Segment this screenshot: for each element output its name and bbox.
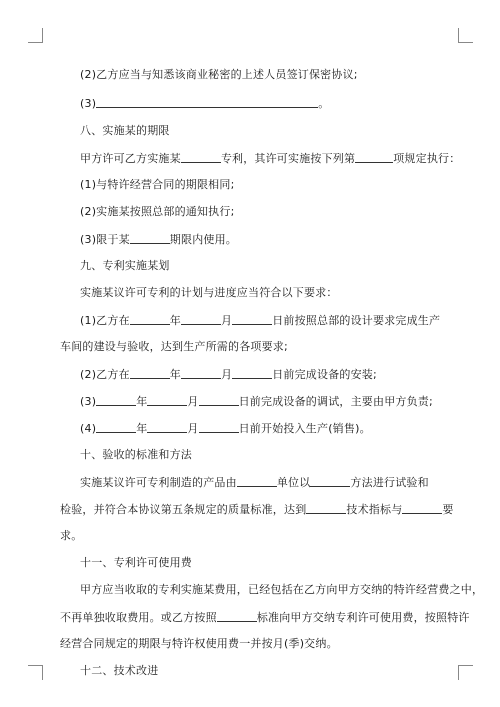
blank-field	[199, 394, 239, 406]
list-item: (2)实施某按照总部的通知执行;	[80, 205, 235, 218]
paragraph: 车间的建设与验收，达到生产所需的各项要求;	[60, 340, 288, 353]
blank-field	[232, 313, 272, 325]
list-item: (4) 年 月 日前开始投入生产(销售)。	[80, 422, 371, 435]
blank-field	[199, 421, 239, 433]
paragraph: 甲方应当收取的专利实施某费用，已经包括在乙方向甲方交纳的特许经营费之中，	[80, 583, 484, 596]
crop-mark-top-right	[458, 28, 473, 43]
blank-field	[181, 367, 221, 379]
blank-field	[217, 610, 257, 622]
paragraph: (3) 。	[80, 97, 330, 110]
blank-field	[147, 421, 187, 433]
blank-field	[306, 502, 346, 514]
crop-mark-bottom-right	[458, 665, 473, 680]
blank-field	[181, 313, 221, 325]
paragraph: 经营合同规定的期限与特许权使用费一并按月(季)交纳。	[60, 637, 338, 650]
section-heading: 十、验收的标准和方法	[80, 448, 192, 461]
list-item: (3) 年 月 日前完成设备的调试，主要由甲方负责;	[80, 395, 433, 408]
blank-field	[237, 475, 277, 487]
section-heading: 十二、技术改进	[80, 664, 159, 677]
crop-mark-bottom-left	[28, 665, 43, 680]
blank-field	[355, 151, 393, 163]
blank-field	[96, 96, 318, 108]
paragraph: 实施某议许可专利制造的产品由 单位以 方法进行试验和	[80, 476, 429, 489]
paragraph: 甲方许可乙方实施某 专利，其许可实施按下列第 项规定执行：	[80, 152, 461, 165]
paragraph: 实施某议许可专利的计划与进度应当符合以下要求：	[80, 286, 338, 299]
paragraph: (2)乙方应当与知悉该商业秘密的上述人员签订保密协议;	[80, 68, 358, 81]
blank-field	[402, 502, 442, 514]
paragraph: 检验，并符合本协议第五条规定的质量标准，达到 技术指标与 要	[60, 503, 454, 516]
blank-field	[310, 475, 350, 487]
list-item: (1)乙方在 年 月 日前按照总部的设计要求完成生产	[80, 314, 441, 327]
blank-field	[96, 421, 136, 433]
section-heading: 九、专利实施某划	[80, 259, 170, 272]
list-item: (2)乙方在 年 月 日前完成设备的安装;	[80, 368, 377, 381]
crop-mark-top-left	[28, 28, 43, 43]
list-item: (3)限于某 期限内使用。	[80, 233, 237, 246]
blank-field	[130, 367, 170, 379]
blank-field	[130, 232, 170, 244]
blank-field	[147, 394, 187, 406]
paragraph: 不再单独收取费用。或乙方按照 标准向甲方交纳专利许可使用费，按照特许	[60, 611, 470, 624]
blank-field	[96, 394, 136, 406]
blank-field	[232, 367, 272, 379]
blank-field	[130, 313, 170, 325]
section-heading: 八、实施某的期限	[80, 124, 170, 137]
list-item: (1)与特许经营合同的期限相同;	[80, 178, 235, 191]
paragraph: 求。	[60, 529, 83, 542]
blank-field	[181, 151, 221, 163]
section-heading: 十一、专利许可使用费	[80, 556, 192, 569]
